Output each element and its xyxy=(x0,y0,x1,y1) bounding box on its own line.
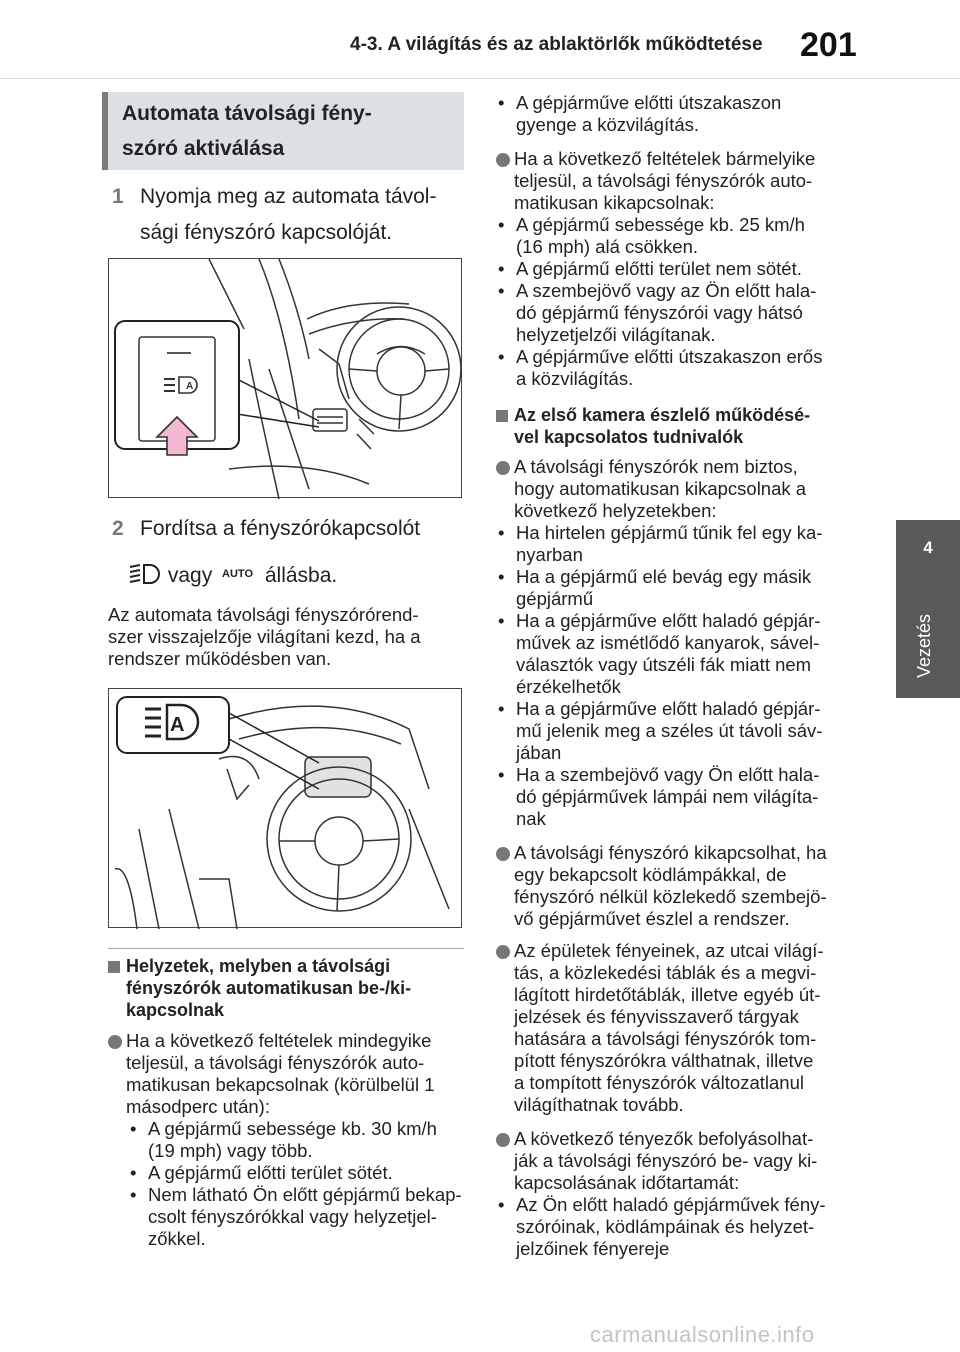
subheading-line: Helyzetek, melyben a távolsági xyxy=(126,956,391,976)
para-line: másodperc után): xyxy=(126,1096,270,1117)
step-2-number: 2 xyxy=(112,517,124,540)
para-line: matikusan kikapcsolnak: xyxy=(514,192,715,213)
chapter-header: 4-3. A világítás és az ablaktörlők működtetése xyxy=(350,34,763,55)
list-item xyxy=(498,566,858,610)
instrument-cluster-illustration xyxy=(108,688,462,928)
list-item xyxy=(498,280,858,346)
list-line: A gépjármű előtti terület nem sötét. xyxy=(516,258,802,279)
square-bullet-icon xyxy=(496,410,508,422)
timing-factors xyxy=(514,1128,817,1194)
bullet-mark: • xyxy=(130,1184,137,1205)
list-line: zőkkel. xyxy=(148,1228,206,1249)
watermark: carmanualsonline.info xyxy=(590,1322,815,1347)
para-line: Ha a következő feltételek bármelyike xyxy=(514,148,816,169)
step-2-or: vagy xyxy=(167,564,213,587)
list-item xyxy=(498,1194,858,1260)
para-line: teljesül, a távolsági fényszórók auto- xyxy=(126,1052,425,1073)
indicator-paragraph xyxy=(108,604,421,670)
para-line: lágított hirdetőtáblák, illetve egyéb út- xyxy=(514,984,821,1005)
bullet-mark: • xyxy=(498,764,505,785)
subheading-line: fényszórók automatikusan be-/ki- xyxy=(126,978,412,998)
para-line: ják a távolsági fényszóró be- vagy ki- xyxy=(514,1150,818,1171)
list-line: nyarban xyxy=(516,544,583,565)
list-line: a közvilágítás. xyxy=(516,368,634,389)
turn-off-conditions xyxy=(514,148,815,214)
chapter-side-tab xyxy=(896,520,960,698)
header-divider xyxy=(0,78,960,79)
para-line: teljesül, a távolsági fényszórók auto- xyxy=(514,170,813,191)
list-item xyxy=(498,92,858,136)
list-item xyxy=(130,1118,470,1162)
list-line: A gépjármű sebessége kb. 25 km/h xyxy=(516,214,805,235)
section-heading-line-1: Automata távolsági fény- xyxy=(122,102,372,125)
list-item xyxy=(498,698,858,764)
step-1-line-2: sági fényszóró kapcsolóját. xyxy=(140,221,393,244)
bullet-mark: • xyxy=(498,698,505,719)
list-item xyxy=(130,1184,470,1250)
list-item xyxy=(498,522,858,566)
list-line: mű jelenik meg a széles út távoli sáv- xyxy=(516,720,823,741)
step-2 xyxy=(112,512,472,592)
list-line: dó gépjárművek lámpái nem világíta- xyxy=(516,786,819,807)
subheading-front-camera xyxy=(514,404,810,448)
list-line: A gépjármű előtti terület sötét. xyxy=(148,1162,393,1183)
round-bullet-icon xyxy=(496,847,510,861)
step-2-line-1: Fordítsa a fényszórókapcsolót xyxy=(140,517,421,540)
section-divider xyxy=(108,948,464,949)
para-line: Az automata távolsági fényszórórend- xyxy=(108,604,419,625)
section-heading xyxy=(102,92,464,170)
list-item xyxy=(498,610,858,698)
list-item xyxy=(498,764,858,830)
bullet-mark: • xyxy=(498,522,505,543)
list-line: választók vagy útszéli fák miatt nem xyxy=(516,654,812,675)
list-line: csolt fényszórókkal vagy helyzetjel- xyxy=(148,1206,437,1227)
turn-on-conditions xyxy=(126,1030,435,1118)
para-line: a tompított fényszórók változatlanul xyxy=(514,1072,804,1093)
round-bullet-icon xyxy=(108,1035,122,1049)
para-line: egy bekapcsolt ködlámpákkal, de xyxy=(514,864,787,885)
side-tab-label: Vezetés xyxy=(914,614,934,679)
bullet-mark: • xyxy=(498,610,505,631)
bullet-mark: • xyxy=(498,258,505,279)
step-2-end: állásba. xyxy=(264,564,338,587)
bullet-mark: • xyxy=(498,280,505,301)
round-bullet-icon xyxy=(496,945,510,959)
para-line: szer visszajelzője világítani kezd, ha a xyxy=(108,626,421,647)
list-item xyxy=(498,214,858,258)
para-line: A távolsági fényszóró kikapcsolhat, ha xyxy=(514,842,827,863)
list-line: (16 mph) alá csökken. xyxy=(516,236,699,257)
list-item xyxy=(130,1162,470,1184)
step-1-number: 1 xyxy=(112,185,124,208)
headlight-on-icon xyxy=(128,563,162,585)
subheading-line: kapcsolnak xyxy=(126,1000,225,1020)
list-line: Ha a gépjármű elé bevág egy másik xyxy=(516,566,812,587)
para-line: Ha a következő feltételek mindegyike xyxy=(126,1030,432,1051)
para-line: következő helyzetekben: xyxy=(514,500,717,521)
list-line: nak xyxy=(516,808,546,829)
list-item xyxy=(498,258,858,280)
list-line: A gépjármű sebessége kb. 30 km/h xyxy=(148,1118,437,1139)
list-line: dó gépjármű fényszórói vagy hátsó xyxy=(516,302,803,323)
may-not-switch-off xyxy=(514,456,806,522)
para-line: hogy automatikusan kikapcsolnak a xyxy=(514,478,807,499)
subheading-line: vel kapcsolatos tudnivalók xyxy=(514,427,744,447)
para-line: pított fényszórókra válthatnak, illetve xyxy=(514,1050,814,1071)
para-line: vő gépjárművet észlel a rendszer. xyxy=(514,908,790,929)
step-2-line-2 xyxy=(128,558,337,592)
subheading-auto-switch xyxy=(126,955,411,1021)
para-line: tás, a közlekedési táblák és a megvi- xyxy=(514,962,817,983)
list-line: (19 mph) vagy több. xyxy=(148,1140,313,1161)
dashboard-switch-drawing xyxy=(109,259,463,499)
list-item xyxy=(498,346,858,390)
headlight-switch-illustration xyxy=(108,258,462,498)
step-1-line-1: Nyomja meg az automata távol- xyxy=(140,185,437,208)
list-line: Ha a szembejövő vagy Ön előtt hala- xyxy=(516,764,820,785)
list-line: gépjármű xyxy=(516,588,594,609)
bullet-mark: • xyxy=(130,1162,137,1183)
para-line: matikusan bekapcsolnak (körülbelül 1 xyxy=(126,1074,435,1095)
para-line: fényszóró nélkül közlekedő szembejö- xyxy=(514,886,827,907)
list-line: helyzetjelzői világítanak. xyxy=(516,324,716,345)
para-line: Az épületek fényeinek, az utcai világí- xyxy=(514,940,824,961)
para-line: A következő tényezők befolyásolhat- xyxy=(514,1128,814,1149)
list-line: A szembejövő vagy az Ön előtt hala- xyxy=(516,280,817,301)
para-line: A távolsági fényszórók nem biztos, xyxy=(514,456,798,477)
list-line: művek az ismétlődő kanyarok, sável- xyxy=(516,632,820,653)
bullet-mark: • xyxy=(498,92,505,113)
bullet-mark: • xyxy=(130,1118,137,1139)
para-line: hatására a távolsági fényszórók tom- xyxy=(514,1028,817,1049)
list-line: érzékelhetők xyxy=(516,676,621,697)
bullet-mark: • xyxy=(498,214,505,235)
page-number: 201 xyxy=(800,26,857,64)
auto-position-icon: AUTO xyxy=(222,568,254,580)
list-line: jelzőinek fényereje xyxy=(516,1238,670,1259)
square-bullet-icon xyxy=(108,961,120,973)
list-line: Ha hirtelen gépjármű tűnik fel egy ka- xyxy=(516,522,823,543)
list-line: jában xyxy=(516,742,562,763)
para-line: kapcsolásának időtartamát: xyxy=(514,1172,740,1193)
list-line: Az Ön előtt haladó gépjárművek fény- xyxy=(516,1194,826,1215)
subheading-line: Az első kamera észlelő működésé- xyxy=(514,405,811,425)
cluster-drawing xyxy=(109,689,463,929)
bullet-mark: • xyxy=(498,1194,505,1215)
list-line: gyenge a közvilágítás. xyxy=(516,114,700,135)
list-line: Nem látható Ön előtt gépjármű bekap- xyxy=(148,1184,462,1205)
auto-high-beam-indicator-icon: A xyxy=(170,714,185,736)
bullet-mark: • xyxy=(498,566,505,587)
list-line: Ha a gépjárműve előtt haladó gépjár- xyxy=(516,610,821,631)
list-line: Ha a gépjárműve előtt haladó gépjár- xyxy=(516,698,821,719)
street-lights-note xyxy=(514,940,824,1116)
side-tab-number: 4 xyxy=(923,538,933,557)
para-line: világíthatnak tovább. xyxy=(514,1094,684,1115)
para-line: rendszer működésben van. xyxy=(108,648,332,669)
round-bullet-icon xyxy=(496,153,510,167)
round-bullet-icon xyxy=(496,1133,510,1147)
bullet-mark: • xyxy=(498,346,505,367)
section-heading-line-2: szóró aktiválása xyxy=(122,137,285,160)
para-line: jelzések és fényvisszaverő tárgyak xyxy=(514,1006,799,1027)
auto-high-beam-icon: A xyxy=(186,381,194,392)
step-1 xyxy=(112,180,472,250)
round-bullet-icon xyxy=(496,461,510,475)
fog-light-note xyxy=(514,842,827,930)
list-line: szóróinak, ködlámpáinak és helyzet- xyxy=(516,1216,815,1237)
list-line: A gépjárműve előtti útszakaszon xyxy=(516,92,782,113)
list-line: A gépjárműve előtti útszakaszon erős xyxy=(516,346,823,367)
